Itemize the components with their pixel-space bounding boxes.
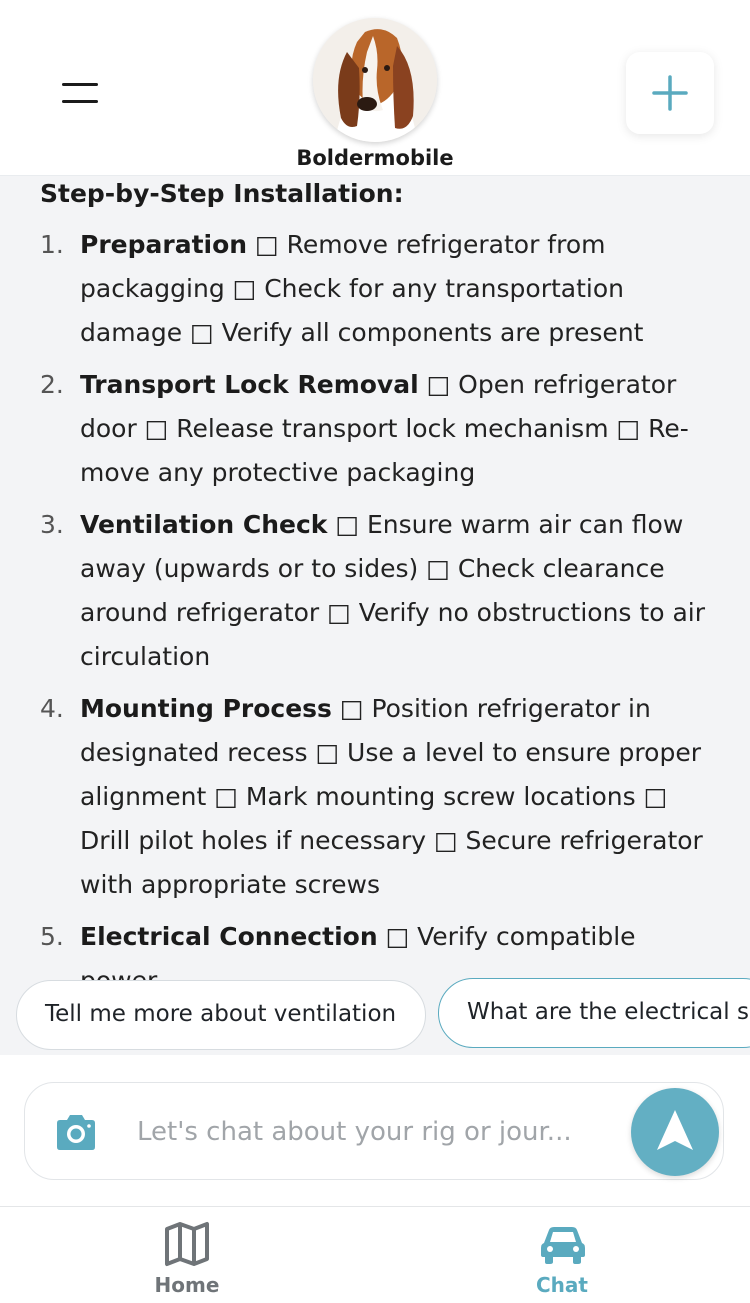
step-body: □ Position refrigerator in designated recess □ Use a level to ensure proper alignment □ Mark mounting screw locations □ Drill pilot holes if necessary □ Secure refrigerator with appropriate screws bbox=[80, 694, 703, 899]
nav-label-chat: Chat bbox=[536, 1273, 588, 1297]
nav-label-home: Home bbox=[154, 1273, 220, 1297]
step-body: □ Verify compatible bbox=[385, 922, 636, 951]
step-body: □ Ensure warm air can flow away (upwards or to sides) □ Check clearance around refrigerator □ Verify no obstructions to air circulation bbox=[80, 510, 705, 671]
basset-hound-avatar bbox=[313, 18, 437, 142]
plus-icon bbox=[652, 75, 688, 111]
step-number: 5. bbox=[40, 922, 64, 951]
suggestion-chip-ventilation[interactable]: Tell me more about ventilation bbox=[16, 980, 426, 1050]
installation-steps-list bbox=[40, 223, 712, 1011]
suggestion-chip-electrical[interactable]: What are the electrical s bbox=[438, 978, 750, 1048]
step-number: 2. bbox=[40, 370, 64, 399]
chat-input[interactable] bbox=[135, 1105, 629, 1159]
list-item bbox=[40, 223, 712, 355]
message-heading: Step-by-Step Installation: bbox=[40, 179, 404, 208]
camera-button[interactable] bbox=[53, 1113, 99, 1153]
hamburger-menu-icon bbox=[62, 100, 98, 103]
step-title: Ventilation Check bbox=[80, 510, 328, 539]
bottom-navigation bbox=[0, 1206, 750, 1303]
step-number: 3. bbox=[40, 510, 64, 539]
list-item bbox=[40, 503, 712, 679]
new-chat-button[interactable] bbox=[626, 52, 714, 134]
send-arrow-icon bbox=[655, 1108, 695, 1154]
menu-button[interactable] bbox=[52, 72, 108, 116]
chat-message-area bbox=[0, 175, 750, 1055]
top-bar bbox=[0, 0, 750, 176]
avatar[interactable] bbox=[313, 18, 437, 142]
step-title: Transport Lock Removal bbox=[80, 370, 419, 399]
car-icon bbox=[538, 1221, 588, 1267]
nav-tab-home[interactable] bbox=[87, 1207, 287, 1303]
nav-tab-chat[interactable] bbox=[462, 1207, 662, 1303]
step-title: Preparation bbox=[80, 230, 248, 259]
list-item bbox=[40, 687, 712, 907]
step-number: 1. bbox=[40, 230, 64, 259]
map-icon bbox=[163, 1221, 211, 1267]
hamburger-menu-icon bbox=[62, 83, 98, 86]
step-body: □ Open refrigerator door □ Release transport lock mechanism □ Remove any protective packaging bbox=[80, 370, 689, 487]
step-body: □ Remove refrigerator from packagging □ Check for any transportation damage □ Verify all components are present bbox=[80, 230, 644, 347]
step-title: Mounting Process bbox=[80, 694, 332, 723]
brand-name: Boldermobile bbox=[296, 146, 454, 170]
step-number: 4. bbox=[40, 694, 64, 723]
message-composer bbox=[24, 1082, 724, 1180]
camera-icon bbox=[53, 1113, 99, 1153]
composer-area bbox=[0, 1056, 750, 1206]
send-button[interactable] bbox=[631, 1088, 719, 1176]
list-item bbox=[40, 363, 712, 495]
step-title: Electrical Connection bbox=[80, 922, 378, 951]
